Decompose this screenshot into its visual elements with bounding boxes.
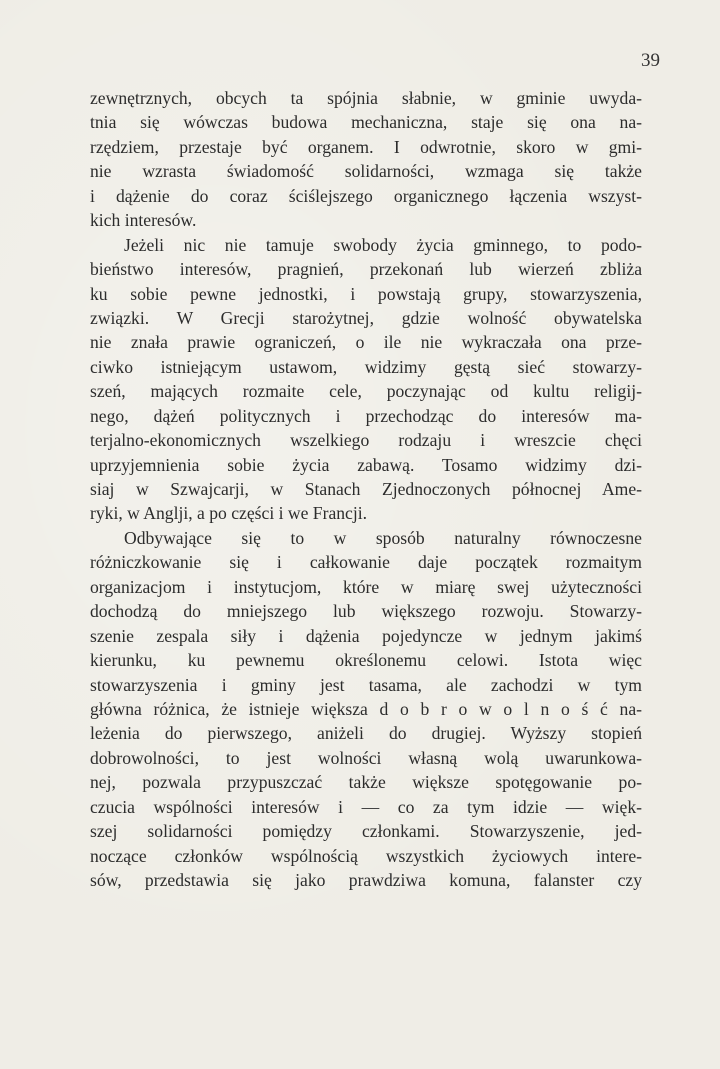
text-line: nej, pozwala przypuszczać także większe spotęgowanie po- [90, 772, 642, 793]
text-line: dochodzą do mniejszego lub większego rozwoju. Stowarzy- [90, 601, 642, 622]
text-line: stowarzyszenia i gminy jest tasama, ale zachodzi w tym [90, 674, 642, 695]
text-line: czucia wspólności interesów i — co za tym idzie — więk- [90, 796, 642, 817]
text-line: szeń, mających rozmaite cele, poczynając od kultu religij- [90, 381, 642, 402]
text-line: i dążenie do coraz ściślejszego organicznego łączenia wszyst- [90, 185, 642, 206]
text-line: Odbywające się to w sposób naturalny równoczesne [124, 527, 642, 548]
text-line: sów, przedstawia się jako prawdziwa komuna, falanster czy [90, 870, 642, 890]
text-line: różniczkowanie się i całkowanie daje początek rozmaitym [90, 552, 642, 573]
text-line: związki. W Grecji starożytnej, gdzie wolność obywatelska [90, 307, 642, 328]
text-line: nie znała prawie ograniczeń, o ile nie wykraczała ona prze- [90, 332, 642, 353]
text-line: ciwko istniejącym ustawom, widzimy gęstą sieć stowarzy- [90, 356, 642, 377]
body-text [90, 86, 642, 892]
text-line: dobrowolności, to jest wolności własną wolą uwarunkowa- [90, 747, 642, 768]
text-line: ku sobie pewne jednostki, i powstają grupy, stowarzyszenia, [90, 283, 642, 304]
text-line: terjalno-ekonomicznych wszelkiego rodzaju i wreszcie chęci [90, 430, 642, 451]
text-line: kich interesów. [90, 210, 197, 231]
text-line: główna różnica, że istnieje większa d o b r o w o l n o ś ć na- [90, 698, 642, 719]
text-line: bieństwo interesów, pragnień, przekonań lub wierzeń zbliża [90, 259, 642, 280]
text-line: nie wzrasta świadomość solidarności, wzmaga się także [90, 161, 642, 182]
text-line: rzędziem, przestaje być organem. I odwrotnie, skoro w gmi- [90, 136, 642, 157]
text-line: szenie zespala siły i dążenia pojedyncze w jednym jakimś [90, 625, 642, 646]
text-line: noczące członków wspólnością wszystkich życiowych intere- [90, 845, 642, 866]
text-line: szej solidarności pomiędzy członkami. Stowarzyszenie, jed- [90, 821, 642, 842]
page-number: 39 [641, 50, 660, 71]
text-line: siaj w Szwajcarji, w Stanach Zjednoczonych północnej Ame- [90, 479, 642, 499]
text-line: leżenia do pierwszego, aniżeli do drugiej. Wyższy stopień [90, 723, 642, 744]
text-line: zewnętrznych, obcych ta spójnia słabnie, w gminie uwyda- [90, 88, 642, 108]
text-line: tnia się wówczas budowa mechaniczna, staje się ona na- [90, 112, 642, 133]
text-line: nego, dążeń politycznych i przechodząc do interesów ma- [90, 405, 642, 426]
text-line: kierunku, ku pewnemu określonemu celowi. Istota więc [90, 650, 642, 671]
text-line: organizacjom i instytucjom, które w miarę swej użyteczności [90, 576, 642, 597]
text-line: Jeżeli nic nie tamuje swobody życia gminnego, to podo- [124, 234, 642, 255]
text-line: ryki, w Anglji, a po części i we Francji. [90, 503, 368, 524]
text-line: uprzyjemnienia sobie życia zabawą. Tosamo widzimy dzi- [90, 454, 642, 475]
